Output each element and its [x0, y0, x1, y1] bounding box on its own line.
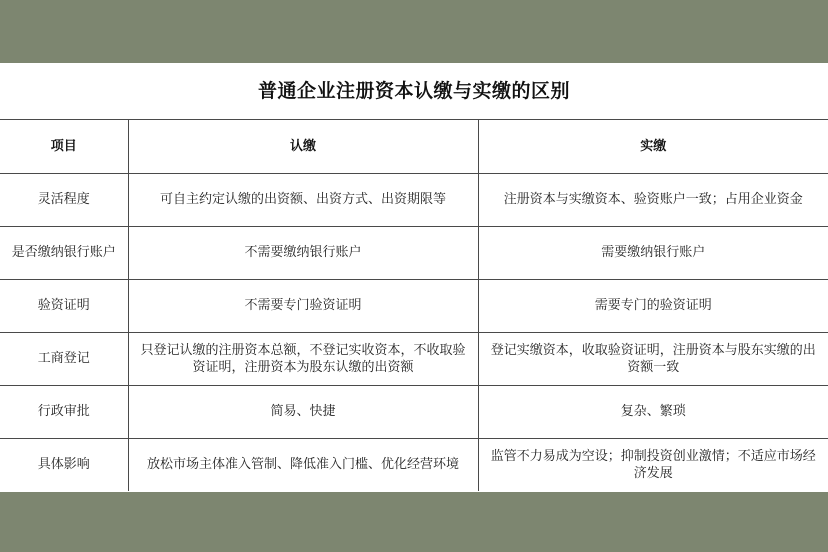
row-paid-cell: 注册资本与实缴资本、验资账户一致；占用企业资金 — [478, 173, 828, 226]
row-subscribed-cell: 只登记认缴的注册资本总额，不登记实收资本，不收取验资证明，注册资本为股东认缴的出资额 — [128, 332, 478, 385]
table-row — [0, 279, 828, 332]
table-row — [0, 332, 828, 385]
row-item-flexibility: 灵活程度 — [0, 173, 128, 226]
row-item-bank-account: 是否缴纳银行账户 — [0, 226, 128, 279]
table-header-row — [0, 120, 828, 173]
row-subscribed-cell: 简易、快捷 — [128, 385, 478, 438]
comparison-table — [0, 120, 828, 491]
header-item: 项目 — [0, 120, 128, 173]
row-subscribed-cell: 不需要缴纳银行账户 — [128, 226, 478, 279]
table-row — [0, 385, 828, 438]
row-paid-cell: 需要专门的验资证明 — [478, 279, 828, 332]
row-item-registration: 工商登记 — [0, 332, 128, 385]
table-row — [0, 173, 828, 226]
header-paid: 实缴 — [478, 120, 828, 173]
row-paid-cell: 复杂、繁琐 — [478, 385, 828, 438]
header-subscribed: 认缴 — [128, 120, 478, 173]
row-item-capital-verification: 验资证明 — [0, 279, 128, 332]
comparison-sheet — [0, 63, 828, 492]
table-title: 普通企业注册资本认缴与实缴的区别 — [0, 63, 828, 120]
row-paid-cell: 登记实缴资本，收取验资证明，注册资本与股东实缴的出资额一致 — [478, 332, 828, 385]
row-item-approval: 行政审批 — [0, 385, 128, 438]
row-subscribed-cell: 不需要专门验资证明 — [128, 279, 478, 332]
row-subscribed-cell: 可自主约定认缴的出资额、出资方式、出资期限等 — [128, 173, 478, 226]
table-row — [0, 226, 828, 279]
row-item-impact: 具体影响 — [0, 438, 128, 491]
row-subscribed-cell: 放松市场主体准入管制、降低准入门槛、优化经营环境 — [128, 438, 478, 491]
row-paid-cell: 需要缴纳银行账户 — [478, 226, 828, 279]
row-paid-cell: 监管不力易成为空设；抑制投资创业激情；不适应市场经济发展 — [490, 448, 816, 481]
table-row — [0, 438, 828, 491]
